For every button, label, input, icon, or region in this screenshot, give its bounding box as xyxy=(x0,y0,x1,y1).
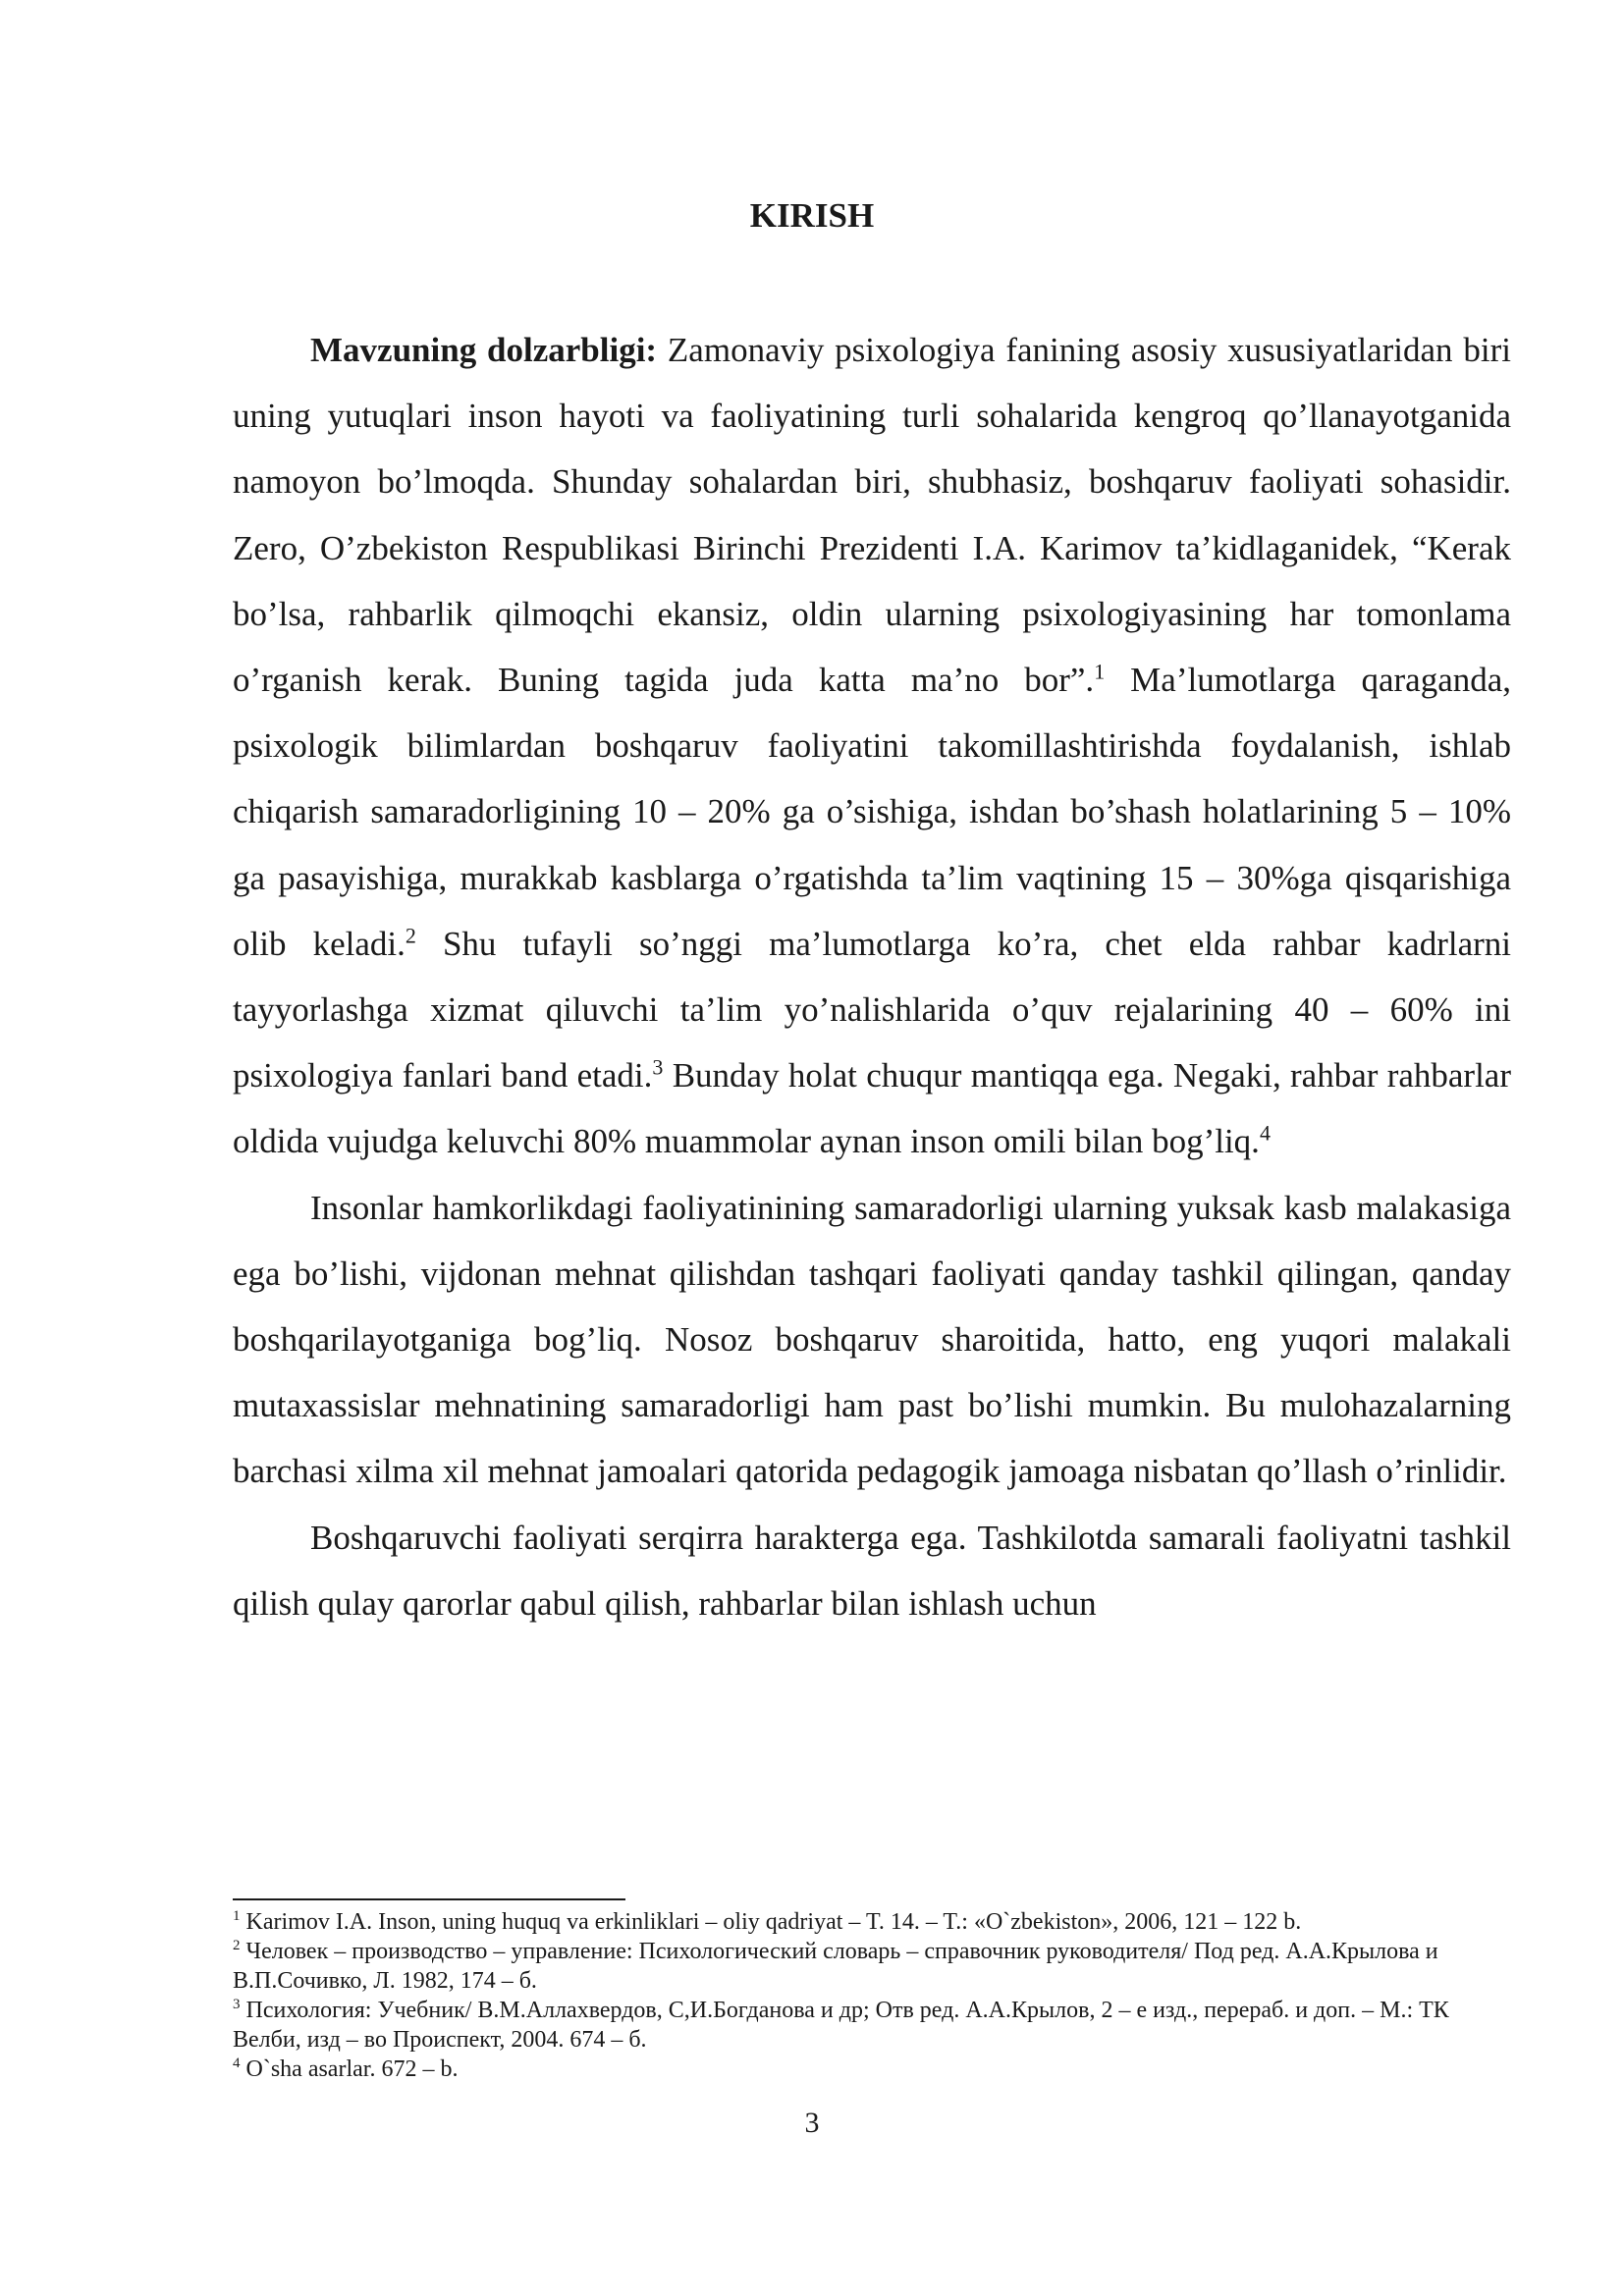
paragraph-2: Insonlar hamkorlikdagi faoliyatinining samaradorligi ularning yuksak kasb malakasiga ega bo’lishi, vijdonan mehnat qilishdan tashqari faoliyati qanday tashkil qilingan, qanday boshqarilayotganiga bog’liq. Nosoz boshqaruv sharoitida, hatto, eng yuqori malakali mutaxassislar mehnatining samaradorligi ham past bo’lishi mumkin. Bu mulohazalarning barchasi xilma xil mehnat jamoalari qatorida pedagogik jamoaga nisbatan qo’llash o’rinlidir. xyxy=(233,1188,1511,1491)
footnote-ref[interactable]: 1 xyxy=(1094,659,1106,684)
paragraph-3: Boshqaruvchi faoliyati serqirra harakterga ega. Tashkilotda samarali faoliyatni tashkil qilish qulay qarorlar qabul qilish, rahbarlar bilan ishlash uchun xyxy=(233,1518,1511,1623)
footnote-ref[interactable]: 4 xyxy=(1259,1120,1271,1146)
paragraph-1 xyxy=(233,317,1511,1175)
paragraph-text: Bunday holat chuqur mantiqqa ega. Negaki, rahbar rahbarlar oldida vujudga keluvchi 80% muammolar aynan inson omili bilan bog’liq. xyxy=(233,1056,1512,1161)
footnote-4 xyxy=(233,2055,1511,2084)
footnote-text: Психология: Учебник/ В.М.Аллахвердов, С,И.Богданова и др; Отв ред. А.А.Крылов, 2 – е изд., перераб. и доп. – М.: ТК Велби, изд – во Происпект, 2004. 674 – б. xyxy=(233,1998,1449,2053)
footnote-number: 2 xyxy=(233,1938,241,1953)
footnotes xyxy=(233,1907,1511,2084)
footnote-ref[interactable]: 3 xyxy=(652,1054,664,1080)
footnote-1 xyxy=(233,1907,1511,1937)
footnote-text: Человек – производство – управление: Психологический словарь – справочник руководителя/ Под ред. А.А.Крылова и В.П.Сочивко, Л. 1982, 174 – б. xyxy=(233,1939,1438,1994)
body-text xyxy=(233,317,1511,1636)
footnote-2 xyxy=(233,1937,1511,1996)
footnote-number: 1 xyxy=(233,1908,241,1924)
paragraph-lead: Mavzuning dolzarbligi: xyxy=(310,331,658,369)
paragraph-text: Shu tufayli so’nggi ma’lumotlarga ko’ra, chet elda rahbar kadrlarni tayyorlashga xizmat qiluvchi ta’lim yo’nalishlarida o’quv rejalarining 40 – 60% ini psixologiya fanlari band etadi. xyxy=(233,924,1512,1095)
footnote-number: 4 xyxy=(233,2056,241,2071)
footnote-text: O`sha asarlar. 672 – b. xyxy=(240,2056,459,2082)
footnote-number: 3 xyxy=(233,1997,241,2012)
footnote-3 xyxy=(233,1996,1511,2055)
footnote-ref[interactable]: 2 xyxy=(405,923,416,948)
page-number: 3 xyxy=(804,2107,820,2139)
page-title: KIRISH xyxy=(749,196,875,235)
footnote-text: Karimov I.A. Inson, uning huquq va erkinliklari – oliy qadriyat – T. 14. – T.: «O`zbekiston», 2006, 121 – 122 b. xyxy=(240,1909,1302,1935)
footnote-separator xyxy=(233,1898,625,1900)
paragraph-text: Zamonaviy psixologiya fanining asosiy xususiyatlaridan biri uning yutuqlari inson hayoti va faoliyatining turli sohalarida kengroq qo’llanayotganida namoyon bo’lmoqda. Shunday sohalardan biri, shubhasiz, boshqaruv faoliyati sohasidir. Zero, O’zbekiston Respublikasi Birinchi Prezidenti I.A. Karimov ta’kidlaganidek, “Kerak bo’lsa, rahbarlik qilmoqchi ekansiz, oldin ularning psixologiyasining har tomonlama o’rganish kerak. Buning tagida juda katta ma’no bor”. xyxy=(233,331,1511,700)
paragraph-text: Ma’lumotlarga qaraganda, psixologik bilimlardan boshqaruv faoliyatini takomillashtirishda foydalanish, ishlab chiqarish samaradorligining 10 – 20% ga o’sishiga, ishdan bo’shash holatlarining 5 – 10% ga pasayishiga, murakkab kasblarga o’rgatishda ta’lim vaqtining 15 – 30%ga qisqarishiga olib keladi. xyxy=(233,661,1512,963)
